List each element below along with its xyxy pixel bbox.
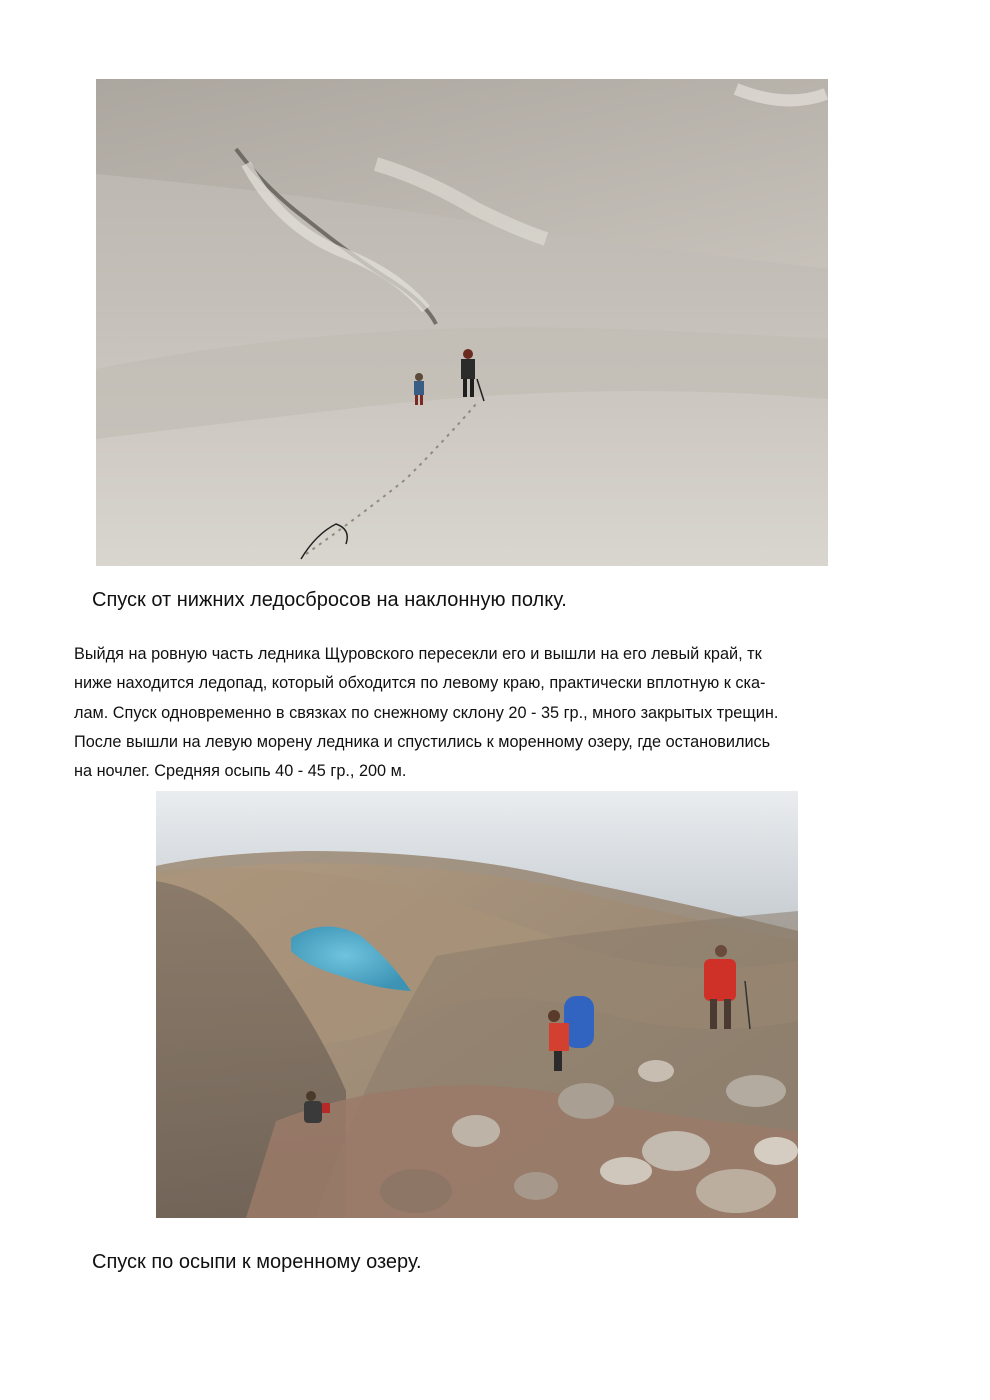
route-description: [74, 640, 874, 786]
paragraph-line: ниже находится ледопад, который обходится по левому краю, практически вплотную к ска-: [74, 674, 766, 693]
scree-descent-photo: [156, 791, 798, 1218]
photo-caption-2: Спуск по осыпи к моренному озеру.: [92, 1251, 422, 1273]
paragraph-line: После вышли на левую морену ледника и спустились к моренному озеру, где остановились: [74, 732, 771, 751]
glacier-descent-photo: [96, 79, 828, 566]
glacier-descent-image: [96, 79, 828, 566]
paragraph-line: Выйдя на ровную часть ледника Щуровского пересекли его и вышли на его левый край, тк: [74, 645, 762, 663]
scree-descent-image: [156, 791, 798, 1218]
paragraph-line: лам. Спуск одновременно в связках по снежному склону 20 - 35 гр., много закрытых трещин.: [74, 703, 779, 722]
paragraph-line: на ночлег. Средняя осыпь 40 - 45 гр., 200 м.: [74, 762, 407, 781]
photo-caption-1: Спуск от нижних ледосбросов на наклонную полку.: [92, 589, 567, 611]
